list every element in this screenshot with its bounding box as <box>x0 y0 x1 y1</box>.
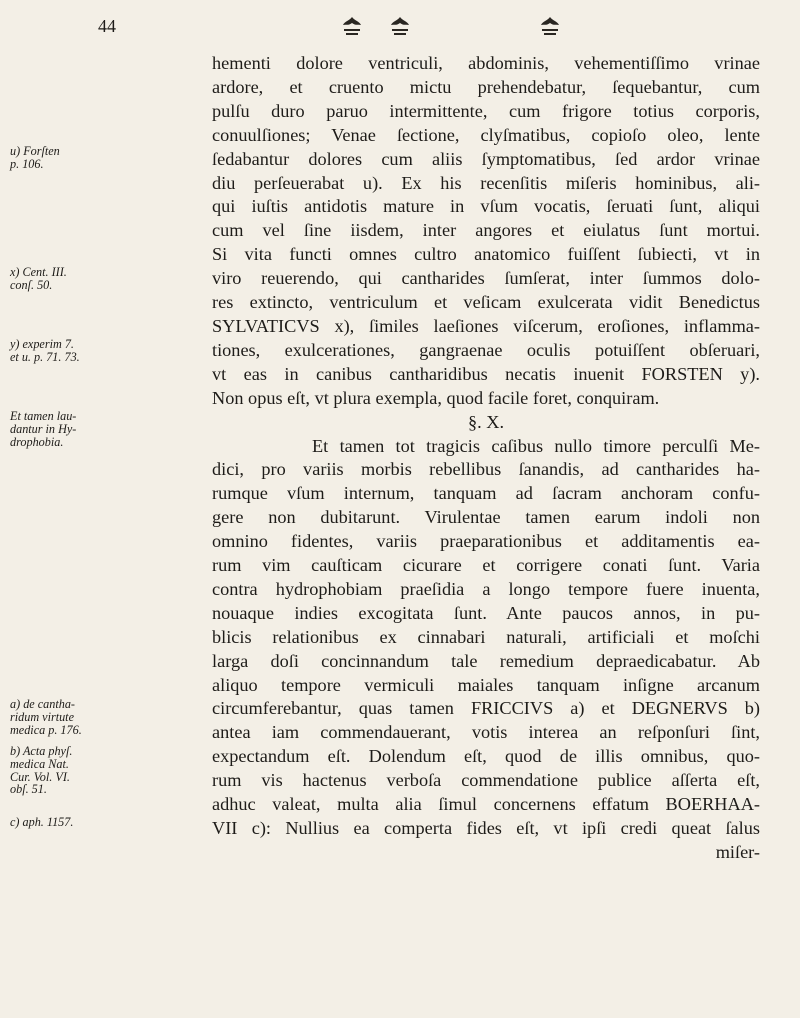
text-line: viro reuerendo, qui cantharides ſumſerat, inter ſummos dolo- <box>212 268 760 289</box>
text-line: larga doſi concinnandum tale remedium depraedicabatur. Ab <box>212 650 760 671</box>
text-line: ardore, et cruento mictu prehendebatur, ſequebantur, cum <box>212 76 760 97</box>
fleuron-icon <box>538 14 562 38</box>
text-line: adhuc valeat, multa alia ſimul concernens effatum BOERHAA- <box>212 794 760 815</box>
text-line: rum vis hactenus verboſa commendatione publice aſſerta eſt, <box>212 770 760 791</box>
text-line: rumque vſum internum, tanquam ad ſacram anchoram confu- <box>212 483 760 504</box>
text-line: contra hydrophobiam praeſidia a longo tempore fuere inuenta, <box>212 578 760 599</box>
text-line: circumferebantur, quas tamen FRICCIVS a) et DEGNERVS b) <box>212 698 760 719</box>
catchword: miſer- <box>715 841 760 862</box>
text-line: diu perſeuerabat u). Ex his recenſitis miſeris hominibus, ali- <box>212 172 760 193</box>
fleuron-icon <box>340 14 364 38</box>
text-line: ſedabantur dolores cum aliis ſymptomatibus, ſed ardor vrinae <box>212 148 760 169</box>
margin-note-b: b) Acta phyſ. medica Nat. Cur. Vol. VI. obſ. 51. <box>10 744 73 797</box>
text-line: tiones, exulcerationes, gangraenae oculis potuiſſent obſeruari, <box>212 339 760 360</box>
text-line: antea iam commendauerant, votis interea an reſponſuri ſint, <box>212 722 760 743</box>
margin-note-y: y) experim 7. et u. p. 71. 73. <box>10 337 80 364</box>
text-line: blicis relationibus ex cinnabari naturali, artificiali et moſchi <box>212 626 760 647</box>
text-line: conuulſiones; Venae ſectione, clyſmatibus, copioſo oleo, lente <box>212 124 760 145</box>
text-line: expectandum eſt. Dolendum eſt, quod de illis omnibus, quo- <box>212 746 760 767</box>
text-line: hementi dolore ventriculi, abdominis, vehementiſſimo vrinae <box>212 53 760 73</box>
text-line: dici, pro variis morbis rebellibus ſanandis, ad cantharides ha- <box>212 459 760 480</box>
margin-note-c: c) aph. 1157. <box>10 815 74 829</box>
text-line: rum vim cauſticam cicurare et corrigere conati ſunt. Varia <box>212 555 760 576</box>
text-line: Non opus eſt, vt plura exempla, quod facile foret, conquiram. <box>212 387 660 408</box>
text-line: omnino fidentes, variis praeparationibus et additamentis ea- <box>212 531 760 552</box>
text-line: aliquo tempore vermiculi maiales tanquam inſigne arcanum <box>212 674 760 695</box>
text-line: Si vita functi omnes cultro anatomico fuiſſent ſubiecti, vt in <box>212 244 760 265</box>
section-heading: §. X. <box>467 411 505 432</box>
margin-note-a: a) de cantha- ridum virtute medica p. 176. <box>10 697 82 737</box>
fleuron-icon <box>388 14 412 38</box>
header-ornaments <box>340 14 640 40</box>
main-text-block <box>212 52 760 865</box>
text-line: vt eas in canibus cantharidibus necatis inuenit FORSTEN y). <box>212 363 760 384</box>
text-line: VII c): Nullius ea comperta fides eſt, vt ipſi credi queat ſalus <box>212 818 760 838</box>
text-line: qui iuſtis antidotis mature in vſum vocatis, ſeruati ſunt, aliqui <box>212 196 760 217</box>
text-line: cum vel ſine iisdem, inter angores et eiulatus ſunt mortui. <box>212 220 760 241</box>
margin-note-u: u) Forſten p. 106. <box>10 144 60 171</box>
text-line: nouaque indies excogitata ſunt. Ante paucos annos, in pu- <box>212 602 760 623</box>
margin-summary: Et tamen lau- dantur in Hy- drophobia. <box>10 409 77 449</box>
text-line: SYLVATICVS x), ſimiles laeſiones viſcerum, eroſiones, inflamma- <box>212 315 760 336</box>
text-line: Et tamen tot tragicis caſibus nullo timore perculſi Me- <box>312 435 760 456</box>
margin-note-x: x) Cent. III. conſ. 50. <box>10 265 67 292</box>
page-number: 44 <box>98 16 116 36</box>
text-line: pulſu duro paruo intermittente, cum frigore totius corporis, <box>212 100 760 121</box>
text-line: gere non dubitarunt. Virulentae tamen earum indoli non <box>212 507 760 528</box>
text-line: res extincto, ventriculum et veſicam exulcerata vidit Benedictus <box>212 292 760 313</box>
